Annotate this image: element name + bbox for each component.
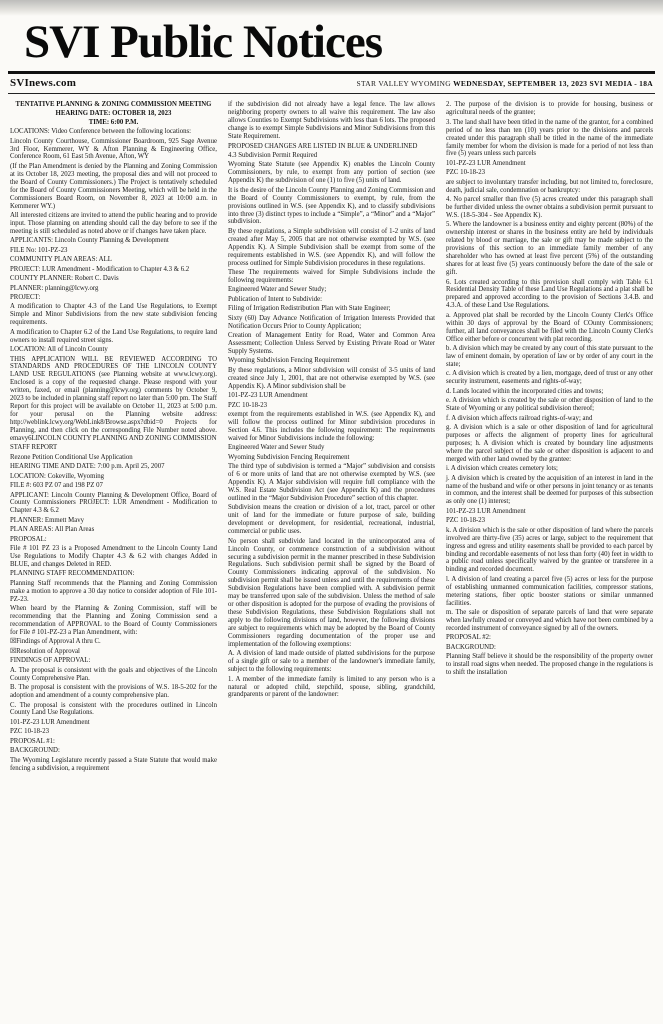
notice-paragraph: PLANNING STAFF RECOMMENDATION: [10,570,135,578]
notice-paragraph: 2. The purpose of the division is to provide for housing, business or agricultural needs of the grantee; [446,101,653,117]
notice-paragraph: PLANNER: planning@lcwy.org [10,284,99,292]
notice-paragraph: PROPOSED CHANGES ARE LISTED IN BLUE & UNDERLINED [228,142,418,150]
notice-paragraph: (If the Plan Amendment is denied by the Planning and Zoning Commission at its October 18, 2023 meeting, the proposal dies and will not proceed to the Board of County Commissioners.) The Project is tentatively scheduled for the Board of County Commissioners Meeting, which will be held in the Commissioners Board Room, on November 8, 2023 at 10:00 a.m. in Kemmerer WY.) [10,162,217,210]
notice-paragraph: C. The proposal is consistent with the procedures outlined in Lincoln County Land Use Regulations. [10,701,217,717]
notice-paragraph: These The requirements waived for Simple Subdivisions include the following requirements: [228,269,435,285]
notice-body [0,94,663,1024]
notice-paragraph: No person shall subdivide land located in the unincorporated area of Lincoln County, or commence construction of a subdivision without securing a subdivision permit in the manner prescribed in these Subdivision Regulations. Such subdivision permit shall be signed by the Board of County Commissioners indicating approval of the subdivision. No subdivision permit shall be issued unless and until the requirements of these Subdivision Regulations have been complied with. A subdivision permit may be transferred upon sale of the subdivision. Unless the method of sale or other disposition is adopted for the purpose of evading the provisions of these Subdivision Regulations, these Subdivision Regulations shall not apply to the following divisions of land, however, the following divisions are subject to requirements which may be adopted by the Board of County Commissioners regarding documentation of the proper use and implementation of the following exemptions: [228,537,435,648]
notice-paragraph: 6. Lots created according to this provision shall comply with Table 6.1 Residential Density Table of these Land Use Regulations and a plat shall be prepared and approved according to the provision of Sections 3.4.B. and 4.3.A. of these Land Use Regulations. [446,278,653,310]
notice-column-2 [228,101,435,1024]
notice-paragraph: Wyoming Subdivision Fencing Requirement [228,357,350,365]
notice-paragraph: A. A division of land made outside of platted subdivisions for the purpose of a single gift or sale to a member of the landowner's immediate family, subject to the following requirements: [228,650,435,674]
notice-paragraph: d. Lands located within the incorporated cities and towns; [446,387,604,395]
issue-edition: SVI MEDIA - 18A [589,79,653,89]
notice-paragraph: LOCATIONS: Video Conference between the following locations: [10,128,192,136]
notice-paragraph: PROPOSAL #1: [10,737,55,745]
notice-paragraph: By these regulations, a Simple subdivision will consist of 1-2 units of land created after May 5, 2005 that are not otherwise exempted by W.S. (see Appendix K). A Simple Subdivision shall be exempt from some of the requirements established in W.S. (see Appendix K), and will follow the process outlined for Simple Subdivision procedures in these regulations. [228,227,435,267]
notice-paragraph: c. A division which is created by a lien, mortgage, deed of trust or any other security instrument, easements and rights-of-way; [446,370,653,386]
notice-paragraph: Planning Staff recommends that the Planning and Zoning Commission make a motion to approve a 30 day notice to consider adoption of File 101-PZ-23. [10,579,217,603]
masthead [0,16,663,67]
notice-paragraph: File # 101 PZ 23 is a Proposed Amendment to the Lincoln County Land Use Regulations to Modify Chapter 4.3 & 6.2 with changes Added in BLUE, and changes Deleted in RED. [10,545,217,569]
issue-date: WEDNESDAY, SEPTEMBER 13, 2023 [453,79,588,89]
notice-paragraph: ☒Resolution of Approval [10,647,80,655]
notice-paragraph: Engineered Water and Sewer Study; [228,286,327,294]
notice-paragraph: PROPOSAL #2: [446,634,491,642]
notice-paragraph: g. A division which is a sale or other disposition of land for agricultural purposes or affects the alignment of property lines for agricultural purposes; h. A division which is created by boundary line adjustments where the parcel subject of the sale or other disposition is adjacent to and merged with other land owned by the grantee: [446,423,653,463]
notice-paragraph: 101-PZ-23 LUR Amendment [446,507,526,515]
notice-paragraph: Publication of Intent to Subdivide: [228,295,323,303]
notice-paragraph: are subject to involuntary transfer including, but not limited to, foreclosure, death, judicial sale, condemnation or bankruptcy: [446,178,653,194]
notice-paragraph: A modification to Chapter 4.3 of the Land Use Regulations, to Exempt Simple and Minor Subdivisions from the new state subdivision fencing requirements. [10,303,217,327]
notice-paragraph: A. The proposal is consistent with the goals and objectives of the Lincoln County Comprehensive Plan. [10,666,217,682]
notice-paragraph: PZC 10-18-23 [446,517,486,525]
notice-paragraph: 4. No parcel smaller than five (5) acres created under this paragraph shall be further divided unless the owner obtains a subdivision permit pursuant to W.S. (18-5-304 - See Appendix K). [446,196,653,220]
notice-paragraph: Wyoming State Statute (see Appendix K) enables the Lincoln County Commissioners, by rule, to exempt from any portion of section (see Appendix K) the subdivision of one (1) to five (5) units of land. [228,161,435,185]
notice-paragraph: 101-PZ-23 LUR Amendment [446,159,526,167]
notice-paragraph: FINDINGS OF APPROVAL: [10,657,91,665]
notice-paragraph: 4.3 Subdivision Permit Required [228,151,318,159]
notice-column-3 [446,101,653,1024]
notice-paragraph: APPLICANTS: Lincoln County Planning & Development [10,237,169,245]
notice-paragraph: Sixty (60) Day Advance Notification of Irrigation Interests Provided that Notification Occurs Prior to County Application; [228,314,435,330]
notice-paragraph: Creation of Management Entity for Road, Water and Common Area Assessment; Collection Unless Served by Existing Private Road or Water Supply Systems. [228,332,435,356]
notice-paragraph: PLAN AREAS: All Plan Areas [10,526,95,534]
notice-paragraph: Planning Staff believe it should be the responsibility of the property owner to install road signs when needed. The proposed change in the regulations is to shift the installation [446,653,653,677]
notice-paragraph: PROJECT: [10,293,41,301]
notice-paragraph: Wyoming Subdivision Fencing Requirement [228,453,350,461]
notice-paragraph: PROJECT: LUR Amendment - Modification to Chapter 4.3 & 6.2 [10,265,190,273]
notice-paragraph: 3. The land shall have been titled in the name of the grantor, for a combined period of no less than ten (10) years prior to the divisions and parcels created under this paragraph shall be titled in the name of the immediate family member for whom the division is made for a period of not less than five (5) years unless such parcels [446,118,653,158]
notice-paragraph: l. A division of land creating a parcel five (5) acres or less for the purpose of establishing unmanned communication facilities, compressor stations, metering stations, fiber optic booster stations or similar unmanned facilities. [446,575,653,607]
notice-paragraph: A modification to Chapter 6.2 of the Land Use Regulations, to require land owners to install required street signs. [10,328,217,344]
notice-paragraph: PZC 10-18-23 [446,169,486,177]
notice-paragraph: Rezone Petition Conditional Use Application [10,453,133,461]
notice-paragraph: 5. Where the landowner is a business entity and eighty percent (80%) of the ownership interest or shares in the business entity are held by individuals related by blood or marriage, the sale or gift may be made subject to the provisions of this section to an immediate family member of any shareholder who has owned at least five percent (5%) of the outstanding shares for at least five (5) years continuously before the date of the sale or gift. [446,221,653,277]
notice-paragraph: a. Approved plat shall be recorded by the Lincoln County Clerk's Office within 30 days of approval by the Board of COunty Commissioners; further, all land conveyances shall be filed with the Lincoln County Clerk's Office either before or concurrent with plat recording. [446,311,653,343]
notice-paragraph: Subdivision means the creation or division of a lot, tract, parcel or other unit of land for the immediate or future purpose of sale, building development or development, for residential, recreational, industrial, commercial or public uses. [228,504,435,536]
notice-paragraph: f. A division which affects railroad rights-of-way; and [446,414,593,422]
notice-paragraph: APPLICANT: Lincoln County Planning & Development Office, Board of County Commissioners PROJECT: LUR Amendment - Modification to Chapter 4.3 & 6.2 [10,491,217,515]
notice-paragraph: FILE #: 603 PZ 07 and 198 PZ 07 [10,482,103,490]
notice-paragraph: i. A division which creates cemetery lots; [446,465,558,473]
notice-paragraph: B. The proposal is consistent with the provisions of W.S. 18-5-202 for the adoption and amendment of a county comprehensive plan. [10,684,217,700]
notice-paragraph: THIS APPLICATION WILL BE REVIEWED ACCORDING TO STANDARDS AND PROCEDURES OF THE LINCOLN COUNTY LAND USE REGULATIONS (see Planning website at www.lcwy.org). Enclosed is a copy of the requested change. Please respond with your written, faxed, or email (planning@lcwy.org) comments by October 9, 2023 to be included in planning staff report no later than 5:00 pm. The Staff Report for this project will be available on October 11, 2023 at 5:00 p.m. for your perusal on the Planning website address: http://weblink.lcwy.org/WebLink8/Browse.aspx?dbid=0 Projects for Planning, and then click on the corresponding File Number noted above. emavy6LINCOLN COUNTY PLANNING AND ZONING COMMISSION [10,355,217,442]
notice-paragraph: e. A division which is created by the sale or other disposition of land to the State of Wyoming or any political subdivision thereof; [446,397,653,413]
notice-paragraph: exempt from the requirements established in W.S. (see Appendix K), and will follow the process outlined for Minor subdivision procedures in Section 4.6. This includes the following requirement: The requirements waived for Minor Subdivisions include the following: [228,411,435,442]
notice-paragraph: if the subdivision did not already have a legal fence. The law allows neighboring property owners to all waive this requirement. The law also allows Counties to Exempt Subdivisions with less than 6 lots. The proposed change is to exempt Simple Subdivisions and Minor Subdivisions from this State Requirement. [228,101,435,141]
notice-paragraph: 1. A member of the immediate family is limited to any person who is a natural or adopted child, stepchild, spouse, sibling, grandchild, grandparents or parent of the landowner: [228,675,435,699]
notice-paragraph: The Wyoming Legislature recently passed a State Statute that would make fencing a subdivision, a requirement [10,756,217,772]
notice-paragraph: Engineered Water and Sewer Study [228,444,325,452]
site-name: SVInews.com [10,77,77,90]
notice-paragraph: It is the desire of the Lincoln County Planning and Zoning Commission and the Board of County Commissioners to exempt, by rule, from the provisions outlined in W.S. (see Appendix K), and to classify subdivisions into three (3) distinct types to include a “Simple”, a “Minor” and a “Major” subdivision. [228,186,435,226]
notice-paragraph: All interested citizens are invited to attend the public hearing and to provide input. Those planning on attending should call the day before to see if the meeting is still scheduled as noted above or if changes have taken place. [10,212,217,235]
notice-paragraph: BACKGROUND: [10,747,60,755]
notice-paragraph: PZC 10-18-23 [10,728,50,736]
notice-paragraph: 101-PZ-23 LUR Amendment [10,718,90,726]
notice-paragraph: FILE No: 101-PZ-23 [10,246,68,254]
notice-paragraph: LOCATION: Cokeville, Wyoming [10,472,105,480]
notice-paragraph: k. A division which is the sale or other disposition of land where the parcels involved are thirty-five (35) acres or large, subject to the requirement that ingress and egress and utility easements shall be provided to each parcel by binding and recordable easements of not less than forty (40) feet in width to a public road unless specifically waived by the grantee or transferee in a binding and recorded document. [446,526,653,574]
page-title: SVI Public Notices [24,16,382,68]
issue-info-row [0,74,663,91]
notice-paragraph: LOCATION: All of Lincoln County [10,346,108,354]
notice-paragraph: m. The sale or disposition of separate parcels of land that were separate when lawfully created or conveyed and which have not been combined by a recorded instrument of conveyance signed by all of the owners. [446,609,653,632]
notice-paragraph: b. A division which may be created by any court of this state pursuant to the law of eminent domain, by operation of law or by order of any court in the state; [446,345,653,368]
notice-paragraph: PLANNER: Emmett Mavy [10,516,85,524]
notice-column-1 [10,101,217,1024]
notice-paragraph: STAFF REPORT [10,444,58,452]
notice-paragraph: 101-PZ-23 LUR Amendment [228,392,308,400]
notice-paragraph: COMMUNITY PLAN AREAS: ALL [10,256,112,264]
notice-paragraph: COUNTY PLANNER: Robert C. Davis [10,275,119,283]
issue-location: STAR VALLEY WYOMING [356,79,451,89]
notice-paragraph: j. A division which is created by the acquisition of an interest in land in the name of the husband and wife or other persons in joint tenancy or as tenants in common, and the interest shall be deemed for purposes of this subsection as only one (1) interest; [446,474,653,506]
scan-artifact-band [0,0,663,16]
notice-paragraph: HEARING TIME AND DATE: 7:00 p.m. April 25, 2007 [10,463,165,471]
notice-paragraph: BACKGROUND: [446,643,496,651]
notice-paragraph: When heard by the Planning & Zoning Commission, staff will be recommending that the Planning and Zoning Commission send a recommendation of APPROVAL to the Board of County Commissioners for File # 101-PZ-23 a Plan Amendment, with: [10,605,217,637]
notice-paragraph: Lincoln County Courthouse, Commissioner Boardroom, 925 Sage Avenue 3rd Floor, Kemmerer, WY & Afton Planning & Engineering Office, Conference Room, 61 East 5th Avenue, Afton, WY [10,137,217,161]
notice-paragraph: TENTATIVE PLANNING & ZONING COMMISSION MEETING [15,101,212,109]
notice-paragraph: PROPOSAL: [10,535,47,543]
issue-info [357,79,653,88]
notice-paragraph: HEARING DATE: OCTOBER 18, 2023 [55,110,172,118]
notice-paragraph: TIME: 6:00 P.M. [88,119,139,127]
notice-paragraph: Filing of Irrigation Redistribution Plan with State Engineer; [228,305,391,313]
notice-paragraph: The third type of subdivision is termed a “Major” subdivision and consists of 6 or more units of land that are not otherwise exempted by W.S. (see Appendix K). A Major subdivision will require full compliance with the W.S. Real Estate Subdivision Act (see Appendix K) and the procedures outlined in the “Major Subdivision Procedure” section of this chapter. [228,463,435,502]
notice-paragraph: ☒Findings of Approval A thru C. [10,638,101,646]
notice-paragraph: By these regulations, a Minor subdivision will consist of 3-5 units of land created since July 1, 2001, that are not otherwise exempted by W.S. (see Appendix K). A Minor subdivision shall be [228,366,435,390]
notice-paragraph: PZC 10-18-23 [228,401,268,409]
